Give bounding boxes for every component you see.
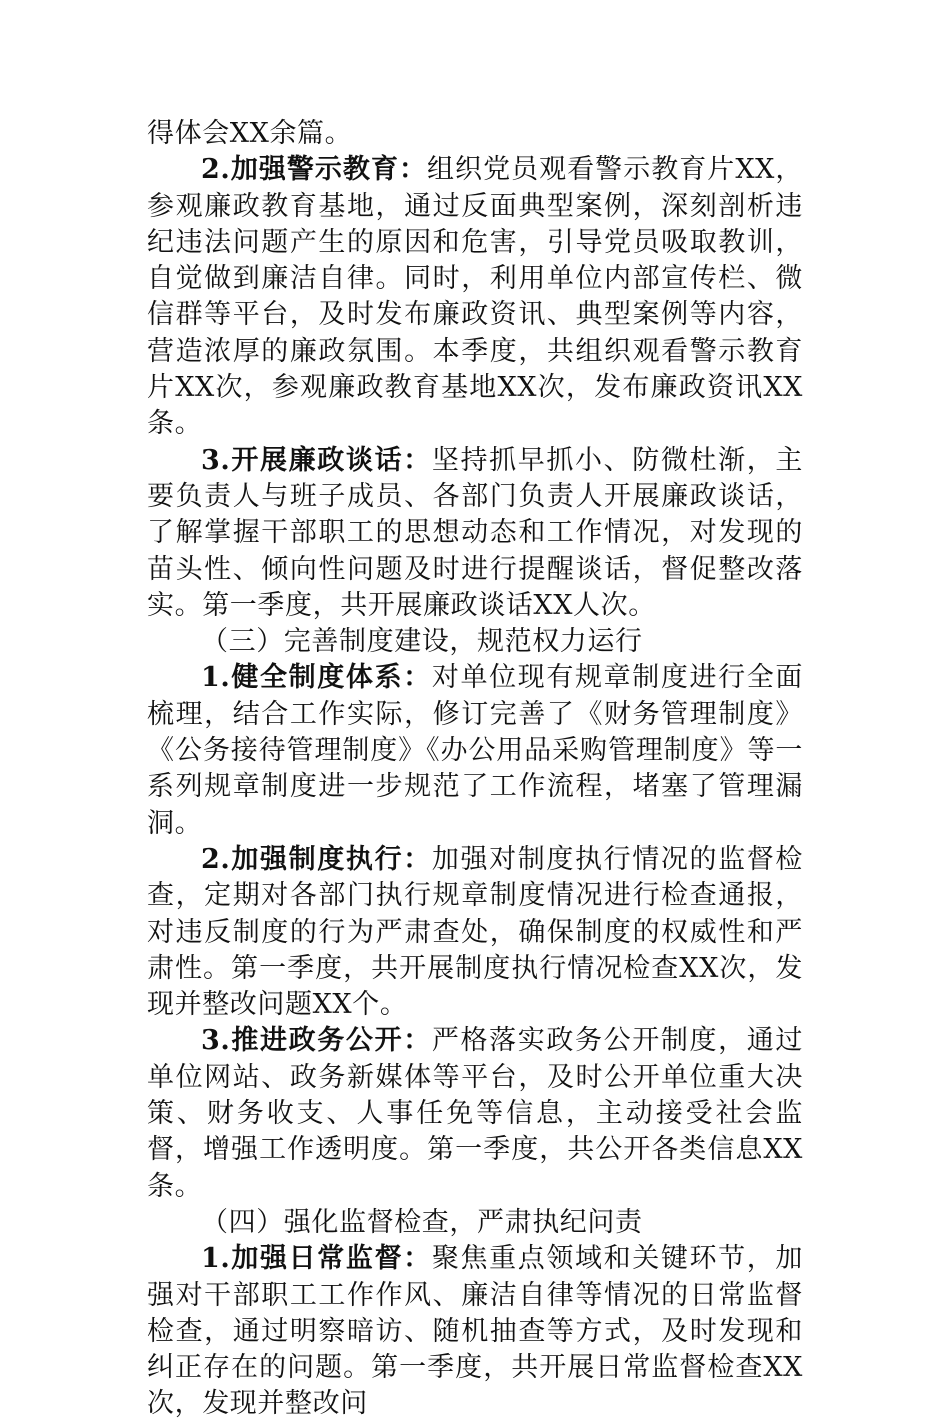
paragraph-text: 聚焦重点领域和关键环节，加强对干部职工工作作风、廉洁自律等情况的日常监督检查，通过明察暗访、随机抽查等方式，及时发现和纠正存在的问题。第一季度，共开展日常监督检查XX次，发现并整改问 (147, 1243, 803, 1420)
paragraph-daily-supervision (147, 1241, 803, 1422)
paragraph-text: 加强对制度执行情况的监督检查，定期对各部门执行规章制度情况进行检查通报，对违反制度的行为严肃查处，确保制度的权威性和严肃性。第一季度，共开展制度执行情况检查XX次，发现并整改问题XX个。 (147, 843, 803, 1021)
paragraph-warning-education (147, 152, 803, 442)
section-heading-4: （四）强化监督检查，严肃执纪问责 (201, 1206, 643, 1238)
paragraph-lead: 1.加强日常监督： (201, 1243, 432, 1275)
paragraph-text: 坚持抓早抓小、防微杜渐，主要负责人与班子成员、各部门负责人开展廉政谈话，了解掌握干部职工的思想动态和工作情况，对发现的苗头性、倾向性问题及时进行提醒谈话，督促整改落实。第一季度，共开展廉政谈话XX人次。 (147, 444, 803, 621)
section-heading-3: （三）完善制度建设，规范权力运行 (201, 626, 643, 658)
paragraph-system-building (147, 660, 803, 841)
paragraph-lead: 2.加强制度执行： (201, 843, 432, 875)
continuation-paragraph: 得体会XX余篇。 (147, 118, 353, 149)
paragraph-lead: 3.开展廉政谈话： (201, 444, 432, 476)
paragraph-lead: 1.健全制度体系： (201, 662, 432, 694)
paragraph-text: 严格落实政务公开制度，通过单位网站、政务新媒体等平台，及时公开单位重大决策、财务收支、人事任免等信息，主动接受社会监督，增强工作透明度。第一季度，共公开各类信息XX条。 (147, 1025, 803, 1202)
paragraph-text: 对单位现有规章制度进行全面梳理，结合工作实际，修订完善了《财务管理制度》《公务接待管理制度》《办公用品采购管理制度》等一系列规章制度进一步规范了工作流程，堵塞了管理漏洞。 (147, 662, 803, 839)
paragraph-lead: 2.加强警示教育： (201, 154, 428, 186)
paragraph-system-execution (147, 842, 803, 1023)
paragraph-government-transparency (147, 1023, 803, 1204)
document-body (147, 116, 803, 1423)
paragraph-integrity-talks (147, 443, 803, 624)
paragraph-lead: 3.推进政务公开： (201, 1025, 432, 1057)
paragraph-text: 组织党员观看警示教育片XX，参观廉政教育基地，通过反面典型案例，深刻剖析违纪违法问题产生的原因和危害，引导党员吸取教训，自觉做到廉洁自律。同时，利用单位内部宣传栏、微信群等平台，及时发布廉政资讯、典型案例等内容，营造浓厚的廉政氛围。本季度，共组织观看警示教育片XX次，参观廉政教育基地XX次，发布廉政资讯XX条。 (147, 154, 803, 440)
